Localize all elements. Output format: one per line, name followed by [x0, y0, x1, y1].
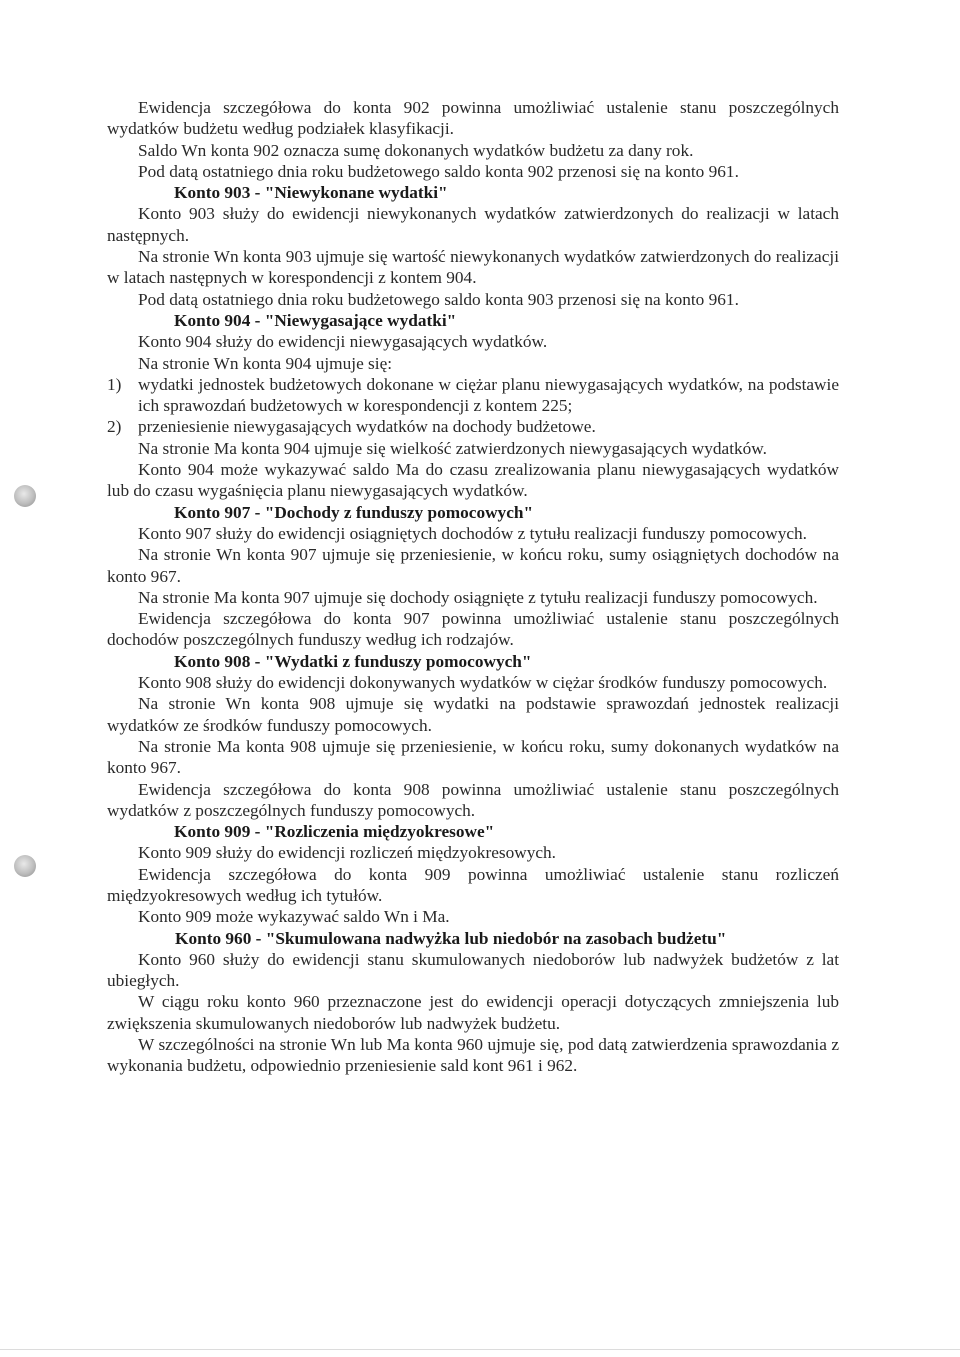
punch-hole-top — [14, 485, 36, 507]
paragraph: Konto 908 służy do ewidencji dokonywanych wydatków w ciężar środków funduszy pomocowych. — [138, 673, 828, 693]
punch-hole-bottom — [14, 855, 36, 877]
list-item-text: przeniesienie niewygasających wydatków na dochody budżetowe. — [138, 417, 596, 437]
paragraph: Pod datą ostatniego dnia roku budżetowego saldo konta 902 przenosi się na konto 961. — [138, 161, 739, 181]
section-heading: Konto 909 - "Rozliczenia międzyokresowe" — [174, 822, 495, 842]
paragraph: Na stronie Ma konta 908 ujmuje się przeniesienie, w końcu roku, sumy dokonanych wydatków na konto 967. — [107, 736, 839, 778]
paragraph: Ewidencja szczegółowa do konta 909 powinna umożliwiać ustalenie stanu rozliczeń międzyokresowych według ich tytułów. — [107, 864, 839, 905]
list-item-number: 1) — [107, 374, 122, 394]
paragraph: Konto 909 może wykazywać saldo Wn i Ma. — [138, 907, 450, 927]
scan-edge-line — [0, 1349, 960, 1350]
paragraph: Saldo Wn konta 902 oznacza sumę dokonanych wydatków budżetu za dany rok. — [138, 140, 694, 160]
list-item-number: 2) — [107, 417, 122, 437]
paragraph: Konto 907 służy do ewidencji osiągniętych dochodów z tytułu realizacji funduszy pomocowych. — [138, 523, 808, 543]
list-item — [107, 416, 839, 437]
section-heading: Konto 907 - "Dochody z funduszy pomocowych" — [174, 502, 534, 522]
list-item — [107, 374, 839, 417]
paragraph: Pod datą ostatniego dnia roku budżetowego saldo konta 903 przenosi się na konto 961. — [138, 289, 739, 309]
paragraph: Konto 909 służy do ewidencji rozliczeń międzyokresowych. — [138, 843, 556, 863]
paragraph: W szczególności na stronie Wn lub Ma konta 960 ujmuje się, pod datą zatwierdzenia sprawozdania z wykonania budżetu, odpowiednio przeniesienie sald kont 961 i 962. — [107, 1035, 839, 1076]
section-heading: Konto 903 - "Niewykonane wydatki" — [174, 183, 448, 203]
paragraph: Na stronie Wn konta 903 ujmuje się wartość niewykonanych wydatków zatwierdzonych do realizacji w latach następnych w korespondencji z kontem 904. — [107, 247, 839, 288]
paragraph: Na stronie Ma konta 904 ujmuje się wielkość zatwierdzonych niewygasających wydatków. — [138, 438, 767, 458]
paragraph: Konto 904 służy do ewidencji niewygasających wydatków. — [138, 332, 548, 352]
paragraph: Ewidencja szczegółowa do konta 902 powinna umożliwiać ustalenie stanu poszczególnych wydatków budżetu według podziałek klasyfikacji. — [107, 98, 839, 139]
document-body — [107, 97, 839, 1077]
paragraph: W ciągu roku konto 960 przeznaczone jest do ewidencji operacji dotyczących zmniejszenia lub zwiększenia skumulowanych niedoborów lub nadwyżek budżetu. — [107, 992, 839, 1033]
paragraph: Na stronie Wn konta 908 ujmuje się wydatki na podstawie sprawozdań jednostek realizacji wydatków ze środków funduszy pomocowych. — [107, 694, 839, 735]
paragraph: Na stronie Wn konta 907 ujmuje się przeniesienie, w końcu roku, sumy osiągniętych dochodów na konto 967. — [107, 545, 839, 586]
paragraph: Na stronie Ma konta 907 ujmuje się dochody osiągnięte z tytułu realizacji funduszy pomocowych. — [138, 587, 818, 607]
paragraph: Konto 903 służy do ewidencji niewykonanych wydatków zatwierdzonych do realizacji w latach następnych. — [107, 204, 839, 245]
paragraph: Ewidencja szczegółowa do konta 908 powinna umożliwiać ustalenie stanu poszczególnych wydatków z poszczególnych funduszy pomocowych. — [107, 779, 839, 820]
section-heading: Konto 960 - "Skumulowana nadwyżka lub niedobór na zasobach budżetu" — [175, 928, 727, 948]
paragraph: Ewidencja szczegółowa do konta 907 powinna umożliwiać ustalenie stanu poszczególnych dochodów poszczególnych funduszy według ich rodzajów. — [107, 609, 839, 650]
paragraph: Konto 960 służy do ewidencji stanu skumulowanych niedoborów lub nadwyżek budżetów z lat ubiegłych. — [107, 949, 839, 991]
list-item-text: wydatki jednostek budżetowych dokonane w ciężar planu niewygasających wydatków, na podstawie ich sprawozdań budżetowych w korespondencji z kontem 225; — [138, 374, 839, 416]
section-heading: Konto 904 - "Niewygasające wydatki" — [174, 310, 457, 330]
paragraph: Na stronie Wn konta 904 ujmuje się: — [138, 353, 393, 373]
paragraph: Konto 904 może wykazywać saldo Ma do czasu zrealizowania planu niewygasających wydatków lub do czasu wygaśnięcia planu niewygasających wydatków. — [107, 460, 839, 501]
section-heading: Konto 908 - "Wydatki z funduszy pomocowych" — [174, 651, 532, 671]
